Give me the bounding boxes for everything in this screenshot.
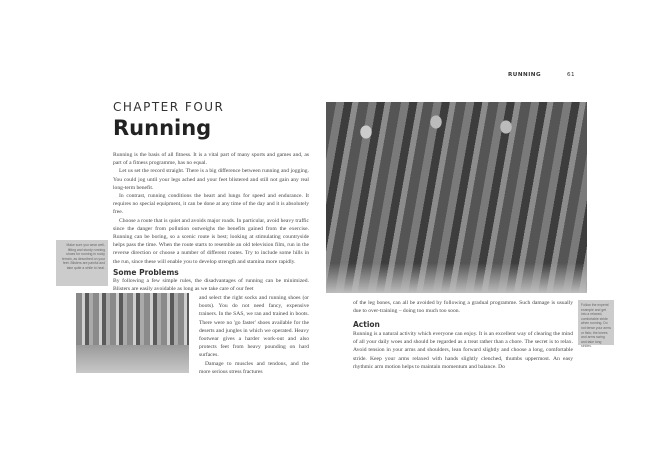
intro-text bbox=[113, 151, 309, 266]
runners-feet-photo bbox=[76, 293, 189, 373]
action-subhead: Action bbox=[353, 320, 380, 329]
section-subhead: Some Problems bbox=[113, 268, 179, 277]
running-header: RUNNING bbox=[508, 72, 542, 78]
action-text: Running is a natural activity which everyone can enjoy. It is an excellent way of clearing the mind of all your daily woes and should be regarded as a treat rather than a chore. The secret is to relax. Avoid tension in your arms and shoulders, lean forward slightly and choose a long, comfortable stride. Keep your arms relaxed with hands slightly clenched, thumbs uppermost. An easy rhythmic arm motion helps to maintain momentum and balance. Do bbox=[353, 331, 573, 370]
continued-text: of the leg bones, can all be avoided by following a gradual programme. Such damage is usually due to over-training – doing too much too soon. bbox=[353, 300, 573, 315]
problems-wrap-text bbox=[199, 294, 309, 376]
chapter-title: Running bbox=[113, 116, 212, 140]
chapter-label: CHAPTER FOUR bbox=[113, 100, 225, 114]
sidebar-caption-left: Make sure you wear well-fitting and sturdy running shoes for running in rocky terrain, as described on your feet. Blisters are painful and take quite a while to heal. bbox=[56, 240, 108, 286]
paragraph: In contrast, running conditions the heart and lungs for speed and endurance. It requires no special equipment, it can be done at any time of the day and it is absolutely free. bbox=[113, 193, 309, 216]
paragraph: and select the right socks and running shoes (or boots). You do not need fancy, expensive trainers. In the SAS, we ran and trained in boots. There were no 'go faster' shoes available for the deserts and jungles in which we operated. Heavy footwear gives a harder work-out and also protects feet from heavy pounding on hard surfaces. bbox=[199, 295, 309, 359]
problems-lead: By following a few simple rules, the disadvantages of running can be minimized. Blisters are easily avoidable as long as we take care of our feet bbox=[113, 278, 309, 293]
paragraph: Let us set the record straight. There is a big difference between running and jogging. You could jog until your legs ached and your feet blistered and still not gain any real long-term benefit. bbox=[113, 168, 309, 191]
paragraph: Choose a route that is quiet and avoids major roads. In particular, avoid heavy traffic since the danger from pollution outweighs the benefits gained from the exercise. Running can be boring, so a scenic route is best; looking at stimulating countryside helps pass the time. When the route starts to resemble an old television film, run in the reverse direction or choose a number of different routes. Try to include some hills in the run, since these will enable you to develop strength and stamina more rapidly. bbox=[113, 217, 309, 265]
soldiers-running-photo bbox=[326, 102, 587, 293]
page-number: 61 bbox=[567, 72, 576, 78]
paragraph: Running is the basis of all fitness. It is a vital part of many sports and games and, as part of a fitness programme, has no equal. bbox=[113, 152, 309, 167]
sidebar-caption-right: Follow the experts' example and get into a relaxed, comfortable stride when running. Do not tense your arms or fists; the knees and arms swing and take long strides. bbox=[578, 300, 614, 345]
paragraph: Damage to muscles and tendons, and the more serious stress fractures bbox=[199, 360, 309, 375]
